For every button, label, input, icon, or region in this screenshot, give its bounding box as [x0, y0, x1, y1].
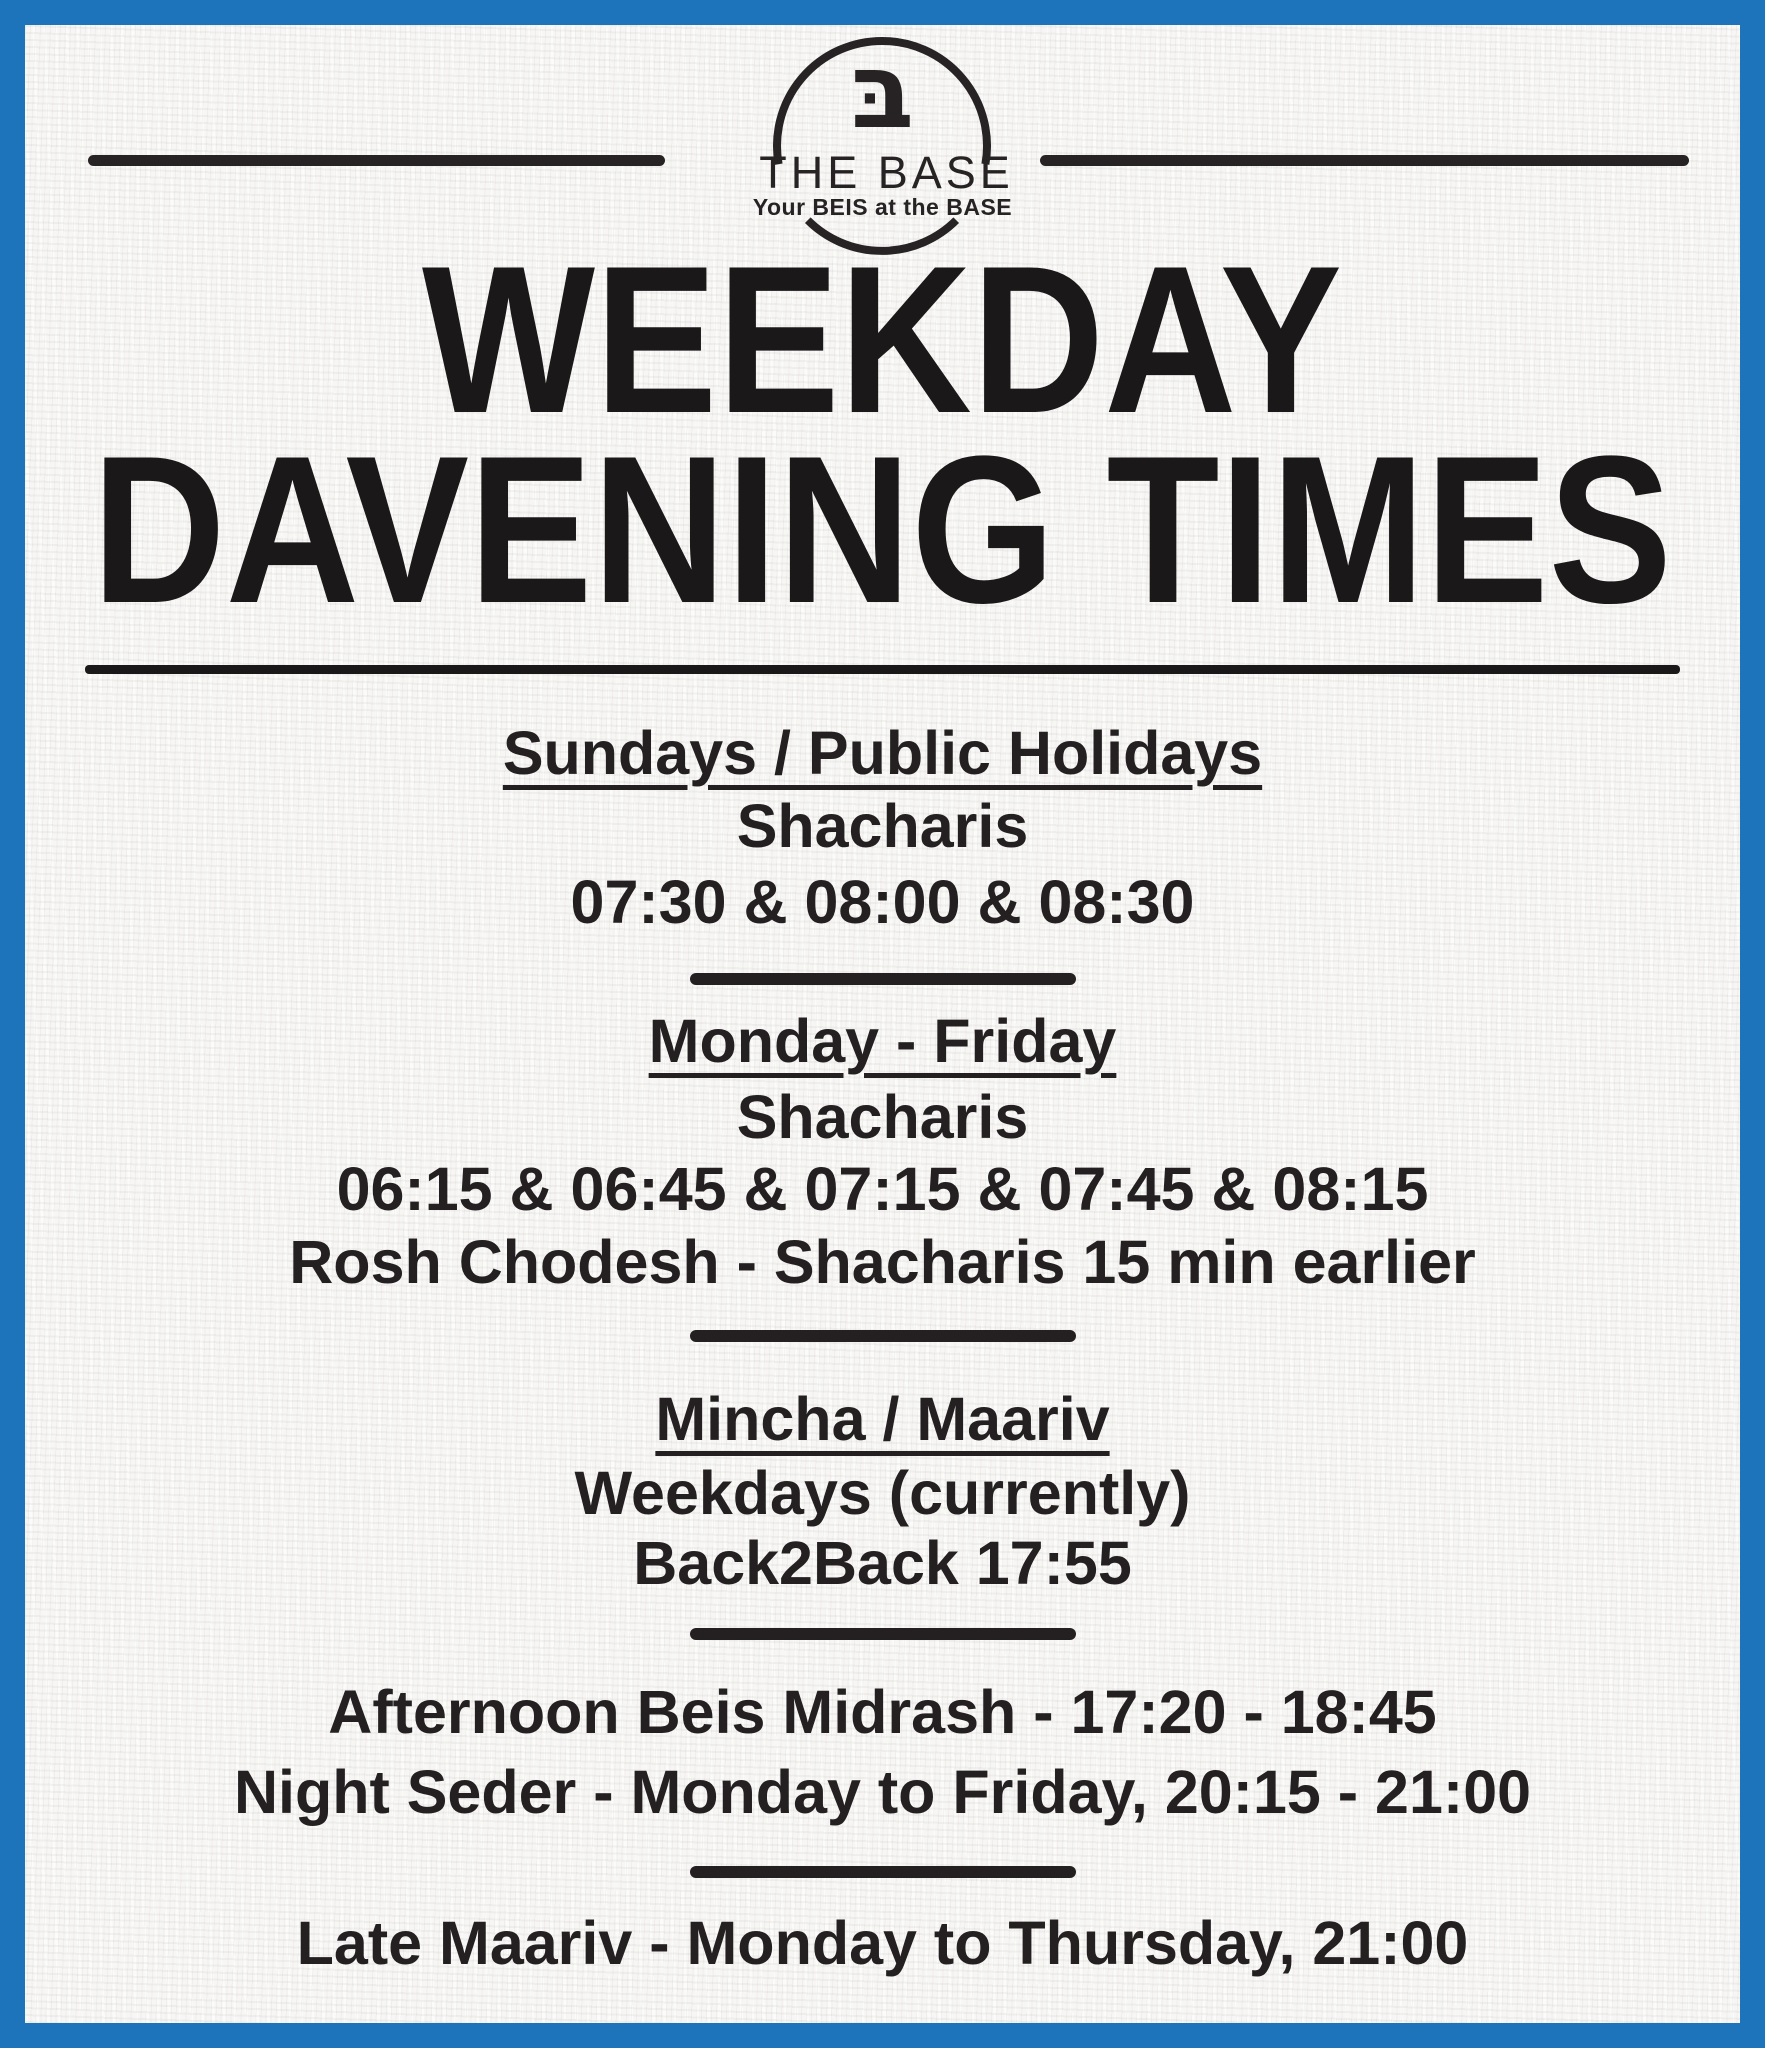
poster-title: [25, 25, 1740, 645]
section-divider-2: [690, 1330, 1076, 1342]
section-mincha-weekdays: Weekdays (currently): [574, 1459, 1191, 1527]
night-seder-line: Night Seder - Monday to Friday, 20:15 - 21:00: [233, 1758, 1532, 1826]
section-weekday-times: 06:15 & 06:45 & 07:15 & 07:45 & 08:15: [336, 1155, 1429, 1223]
section-mincha-heading: [25, 1379, 1740, 1459]
section-sundays-heading-text: Sundays / Public Holidays: [502, 719, 1263, 787]
title-rule: [85, 665, 1680, 674]
logo-tagline: Your BEIS at the BASE: [752, 194, 1013, 220]
title-line-weekday: WEEKDAY: [422, 222, 1342, 457]
section-sundays-heading: [25, 713, 1740, 793]
logo-wordmark: THE BASE: [759, 147, 1014, 198]
section-weekday-shacharis: Shacharis: [736, 1083, 1029, 1151]
afternoon-beis-midrash-line: Afternoon Beis Midrash - 17:20 - 18:45: [328, 1678, 1437, 1746]
logo-hebrew-bet-icon: בּ: [850, 30, 915, 152]
section-mincha-back2back: Back2Back 17:55: [633, 1529, 1132, 1597]
section-sundays-times: 07:30 & 08:00 & 08:30: [570, 868, 1195, 936]
section-divider-3: [690, 1628, 1076, 1640]
section-divider-1: [690, 973, 1076, 985]
section-divider-4: [690, 1866, 1076, 1878]
title-line-davening-times: DAVENING TIMES: [92, 412, 1672, 645]
section-mincha-heading-text: Mincha / Maariv: [655, 1385, 1110, 1453]
section-sundays-shacharis: Shacharis: [736, 792, 1029, 860]
late-maariv-line: Late Maariv - Monday to Thursday, 21:00: [296, 1909, 1469, 1977]
section-weekday-heading: [25, 1001, 1740, 1081]
section-weekday-rosh-chodesh: Rosh Chodesh - Shacharis 15 min earlier: [289, 1228, 1476, 1296]
section-weekday-heading-text: Monday - Friday: [648, 1007, 1117, 1075]
